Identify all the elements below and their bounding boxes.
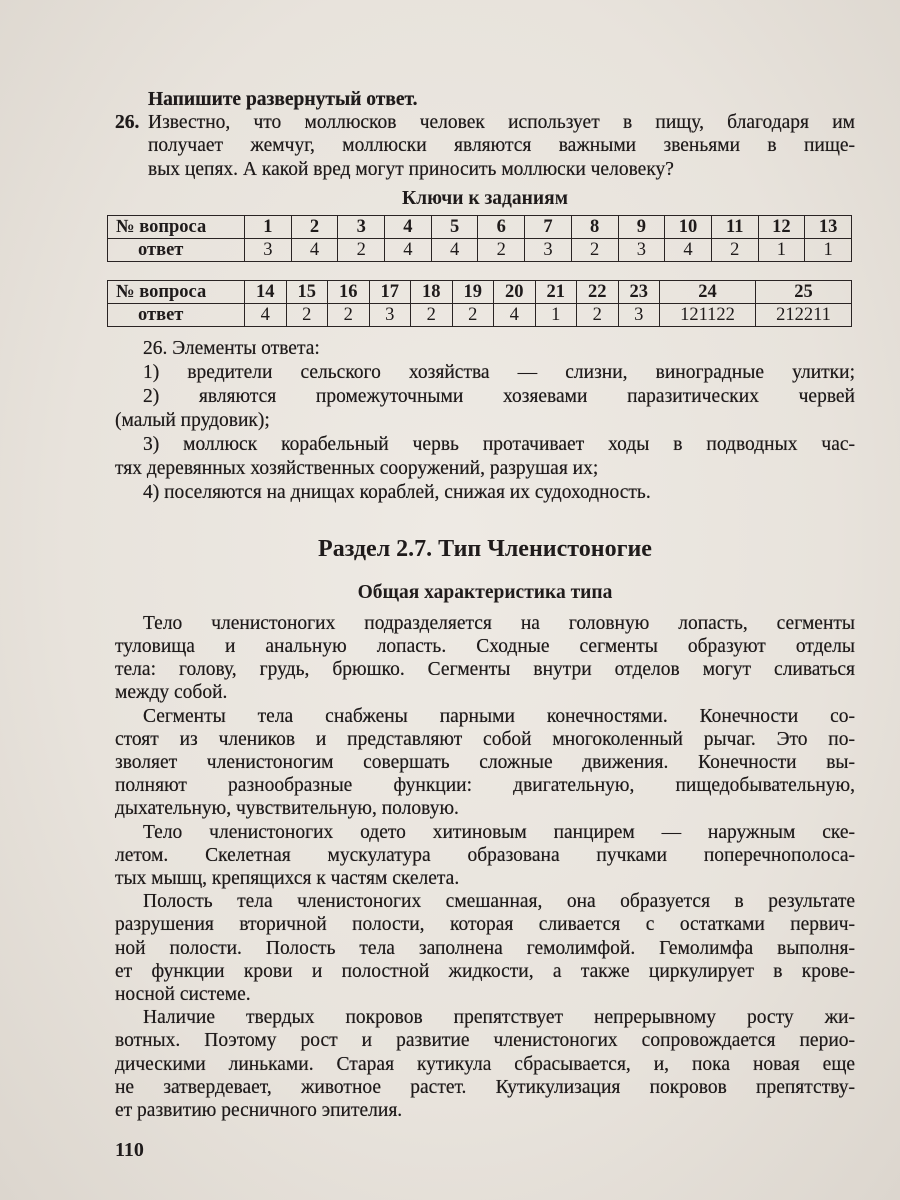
paragraph-line: Тело членистоногих одето хитиновым панцирем — наружным ске-	[143, 821, 855, 843]
paragraph-line: полняют разнообразные функции: двигательную, пищедобывательную,	[115, 775, 855, 797]
page-content	[115, 88, 855, 1162]
answer-cell: 3	[618, 303, 660, 326]
question-line: вых цепях. А какой вред могут приносить моллюски человеку?	[148, 158, 674, 180]
paragraph-line: летом. Скелетная мускулатура образована пучками поперечнополоса-	[115, 844, 855, 866]
paragraph-line: ет развитию ресничного эпителия.	[115, 1100, 403, 1122]
paragraph	[115, 890, 855, 1006]
answer-line: 26. Элементы ответа:	[143, 337, 320, 359]
paragraph-line: тела: голову, грудь, брюшко. Сегменты внутри отделов могут сливаться	[115, 659, 855, 681]
paragraph	[115, 1006, 855, 1122]
answer-cell: 1	[535, 303, 577, 326]
question-line: Известно, что моллюсков человек использует в пищу, благодаря им	[148, 112, 855, 134]
question-cell: 4	[385, 215, 432, 238]
question-cell: 16	[328, 280, 370, 303]
answer-cell: 4	[431, 238, 478, 261]
paragraph	[115, 705, 855, 821]
question-cell: 8	[571, 215, 618, 238]
question-cell: 23	[618, 280, 660, 303]
paragraph-line: Наличие твердых покровов препятствует непрерывному росту жи-	[143, 1007, 855, 1029]
answer-cell: 3	[245, 238, 292, 261]
answer-cell: 2	[328, 303, 370, 326]
row-label-question: № вопроса	[108, 280, 245, 303]
keys-table-1	[107, 215, 852, 262]
row-label-answer: ответ	[108, 238, 245, 261]
question-cell: 5	[431, 215, 478, 238]
answer-line: 2) являются промежуточными хозяевами паразитических червей	[143, 385, 855, 407]
answer-line: 4) поселяются на днищах кораблей, снижая их судоходность.	[143, 481, 651, 503]
paragraph-line: Тело членистоногих подразделяется на головную лопасть, сегменты	[143, 612, 855, 634]
page-number: 110	[115, 1139, 144, 1162]
paragraph-line: ной полости. Полость тела заполнена гемолимфой. Гемолимфа выполня-	[115, 937, 855, 959]
section-body	[115, 612, 855, 1122]
keys-table-2	[107, 280, 852, 327]
keys-title: Ключи к заданиям	[402, 187, 568, 209]
answer-cell: 4	[245, 303, 287, 326]
section-title: Раздел 2.7. Тип Членистоногие	[318, 535, 652, 562]
answer-cell: 3	[618, 238, 665, 261]
paragraph-line: носной системе.	[115, 984, 251, 1006]
question-cell: 17	[369, 280, 411, 303]
paragraph-line: дыхательную, чувствительную, половую.	[115, 798, 459, 820]
question-cell: 2	[291, 215, 338, 238]
paragraph	[115, 821, 855, 891]
answer-cell: 2	[452, 303, 494, 326]
question-cell: 13	[805, 215, 852, 238]
section-subtitle: Общая характеристика типа	[357, 581, 613, 603]
paragraph-line: Сегменты тела снабжены парными конечностями. Конечности со-	[143, 705, 855, 727]
question-cell: 18	[411, 280, 453, 303]
answer-line: 1) вредители сельского хозяйства — слизни, виноградные улитки;	[143, 361, 855, 383]
answer-cell: 2	[478, 238, 525, 261]
task-question	[115, 111, 855, 181]
answer-cell: 2	[711, 238, 758, 261]
paragraph-line: не затвердевает, животное растет. Кутикулизация покровов препятству-	[115, 1076, 855, 1098]
answer-cell: 2	[338, 238, 385, 261]
row-label-question: № вопроса	[108, 215, 245, 238]
answer-cell: 4	[665, 238, 712, 261]
question-cell: 14	[245, 280, 287, 303]
question-cell: 3	[338, 215, 385, 238]
answer-line: тях деревянных хозяйственных сооружений, разрушая их;	[115, 457, 599, 479]
answer-26	[115, 337, 855, 505]
task-instruction: Напишите развернутый ответ.	[148, 89, 418, 110]
paragraph-line: туловища и анальную лопасть. Сходные сегменты образуют отделы	[115, 636, 855, 658]
question-cell: 6	[478, 215, 525, 238]
answer-cell: 1	[805, 238, 852, 261]
answer-line: 3) моллюск корабельный червь протачивает ходы в подводных час-	[143, 433, 855, 455]
answer-cell: 4	[494, 303, 536, 326]
row-label-answer: ответ	[108, 303, 245, 326]
answer-cell: 2	[577, 303, 619, 326]
question-cell: 21	[535, 280, 577, 303]
paragraph-line: стоят из члеников и представляют собой многоколенный рычаг. Это по-	[115, 728, 855, 750]
answer-cell: 3	[369, 303, 411, 326]
question-cell: 10	[665, 215, 712, 238]
question-cell: 1	[245, 215, 292, 238]
answer-cell: 2	[571, 238, 618, 261]
question-cell: 19	[452, 280, 494, 303]
answer-cell: 2	[286, 303, 328, 326]
question-cell: 7	[525, 215, 572, 238]
paragraph-line: Полость тела членистоногих смешанная, она образуется в результате	[143, 891, 855, 913]
paragraph-line: зволяет членистоногим совершать сложные движения. Конечности вы-	[115, 752, 855, 774]
question-cell: 12	[758, 215, 805, 238]
answer-cell: 121122	[660, 303, 756, 326]
question-number: 26.	[115, 112, 140, 134]
question-cell: 9	[618, 215, 665, 238]
answer-cell: 212211	[756, 303, 852, 326]
question-line: получает жемчуг, моллюски являются важными звеньями в пище-	[148, 135, 855, 157]
question-cell: 15	[286, 280, 328, 303]
question-cell: 25	[756, 280, 852, 303]
answer-cell: 3	[525, 238, 572, 261]
paragraph-line: разрушения вторичной полости, которая сливается с остатками первич-	[115, 914, 855, 936]
question-cell: 11	[711, 215, 758, 238]
answer-cell: 2	[411, 303, 453, 326]
question-cell: 20	[494, 280, 536, 303]
answer-cell: 1	[758, 238, 805, 261]
paragraph-line: вотных. Поэтому рост и развитие членистоногих сопровождается перио-	[115, 1030, 855, 1052]
paragraph-line: между собой.	[115, 682, 228, 704]
paragraph	[115, 612, 855, 705]
paragraph-line: ет функции крови и полостной жидкости, а также циркулирует в крове-	[115, 960, 855, 982]
paragraph-line: тых мышц, крепящихся к частям скелета.	[115, 868, 460, 890]
paragraph-line: дическими линьками. Старая кутикула сбрасывается, и, пока новая еще	[115, 1053, 855, 1075]
question-cell: 24	[660, 280, 756, 303]
answer-cell: 4	[385, 238, 432, 261]
answer-cell: 4	[291, 238, 338, 261]
question-cell: 22	[577, 280, 619, 303]
answer-line: (малый прудовик);	[115, 409, 270, 431]
